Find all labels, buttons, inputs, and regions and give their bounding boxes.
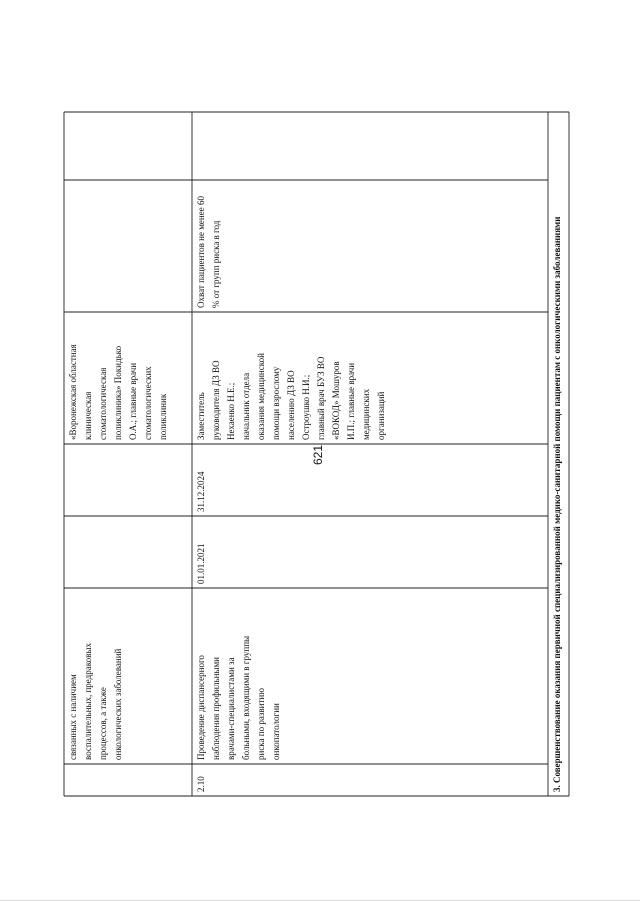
responsible-line: поликлиник <box>158 393 168 440</box>
activity-line: онкопатологии <box>271 703 281 760</box>
responsible-line: руководителя ДЗ ВО <box>211 360 221 440</box>
responsible-line: главный врач БУЗ ВО <box>316 356 326 440</box>
continued-activity-cell <box>64 588 192 764</box>
end-date: 31.12.2024 <box>196 471 206 512</box>
responsible-line: Заместитель <box>196 392 206 440</box>
indicator-line: % от групп риска в год <box>211 220 221 308</box>
responsible-line: «Воронежская областная <box>68 344 78 440</box>
activity-line: онкологических заболеваний <box>113 648 123 760</box>
responsible-line: И.П.; главные врачи <box>346 362 356 440</box>
responsible-line: медицинских <box>361 388 371 440</box>
responsible-line: «ВОКОД» Мошуров <box>331 361 341 440</box>
activity-line: больными, входящими в группы <box>241 635 251 760</box>
page-bottom-edge <box>0 900 640 901</box>
activity-line: процессов, а также <box>98 687 108 760</box>
responsible-line: помощи взрослому <box>271 366 281 440</box>
activity-line: врачами-специалистами за <box>226 657 236 760</box>
responsible-line: оказания медицинской <box>256 353 266 440</box>
responsible-line: начальник отдела <box>241 372 251 440</box>
responsible-line: поликлиника» Покидько <box>113 345 123 440</box>
responsible-line: стоматологических <box>143 366 153 440</box>
indicator-line: Охват пациентов не менее 60 <box>196 196 206 308</box>
indicator-cell <box>192 180 548 312</box>
responsible-line: стоматологическая <box>98 367 108 440</box>
section-header-row: 3. Совершенствование оказания первичной специализированной медико-санитарной помощи пациентам с онкологическими заболеваниями <box>552 216 562 792</box>
row-number-cell <box>192 764 222 796</box>
responsible-line: Нехаенко Н.Е.; <box>226 382 236 440</box>
continued-responsible-cell <box>64 312 192 444</box>
responsible-cell <box>192 312 548 444</box>
start-date-cell <box>192 516 222 588</box>
activity-line: риска по развитию <box>256 688 266 760</box>
activity-cell <box>192 588 548 764</box>
responsible-line: клиническая <box>83 391 93 440</box>
activity-line: связанных с наличием <box>68 674 78 760</box>
responsible-line: населению ДЗ ВО <box>286 370 296 440</box>
page-number: 621 <box>311 444 325 466</box>
responsible-line: организаций <box>376 391 386 440</box>
row-number: 2.10 <box>196 776 206 792</box>
end-date-cell <box>192 444 222 516</box>
rotated-table-sheet <box>64 112 569 796</box>
responsible-line: Остроушко Н.И.; <box>301 374 311 440</box>
responsible-line: О.А.; главные врачи <box>128 362 138 440</box>
activity-line: наблюдения профильными <box>211 657 221 760</box>
start-date: 01.01.2021 <box>196 543 206 584</box>
activity-line: Проведение диспансерного <box>196 655 206 760</box>
activity-line: воспалительных, предраковых <box>83 643 93 760</box>
